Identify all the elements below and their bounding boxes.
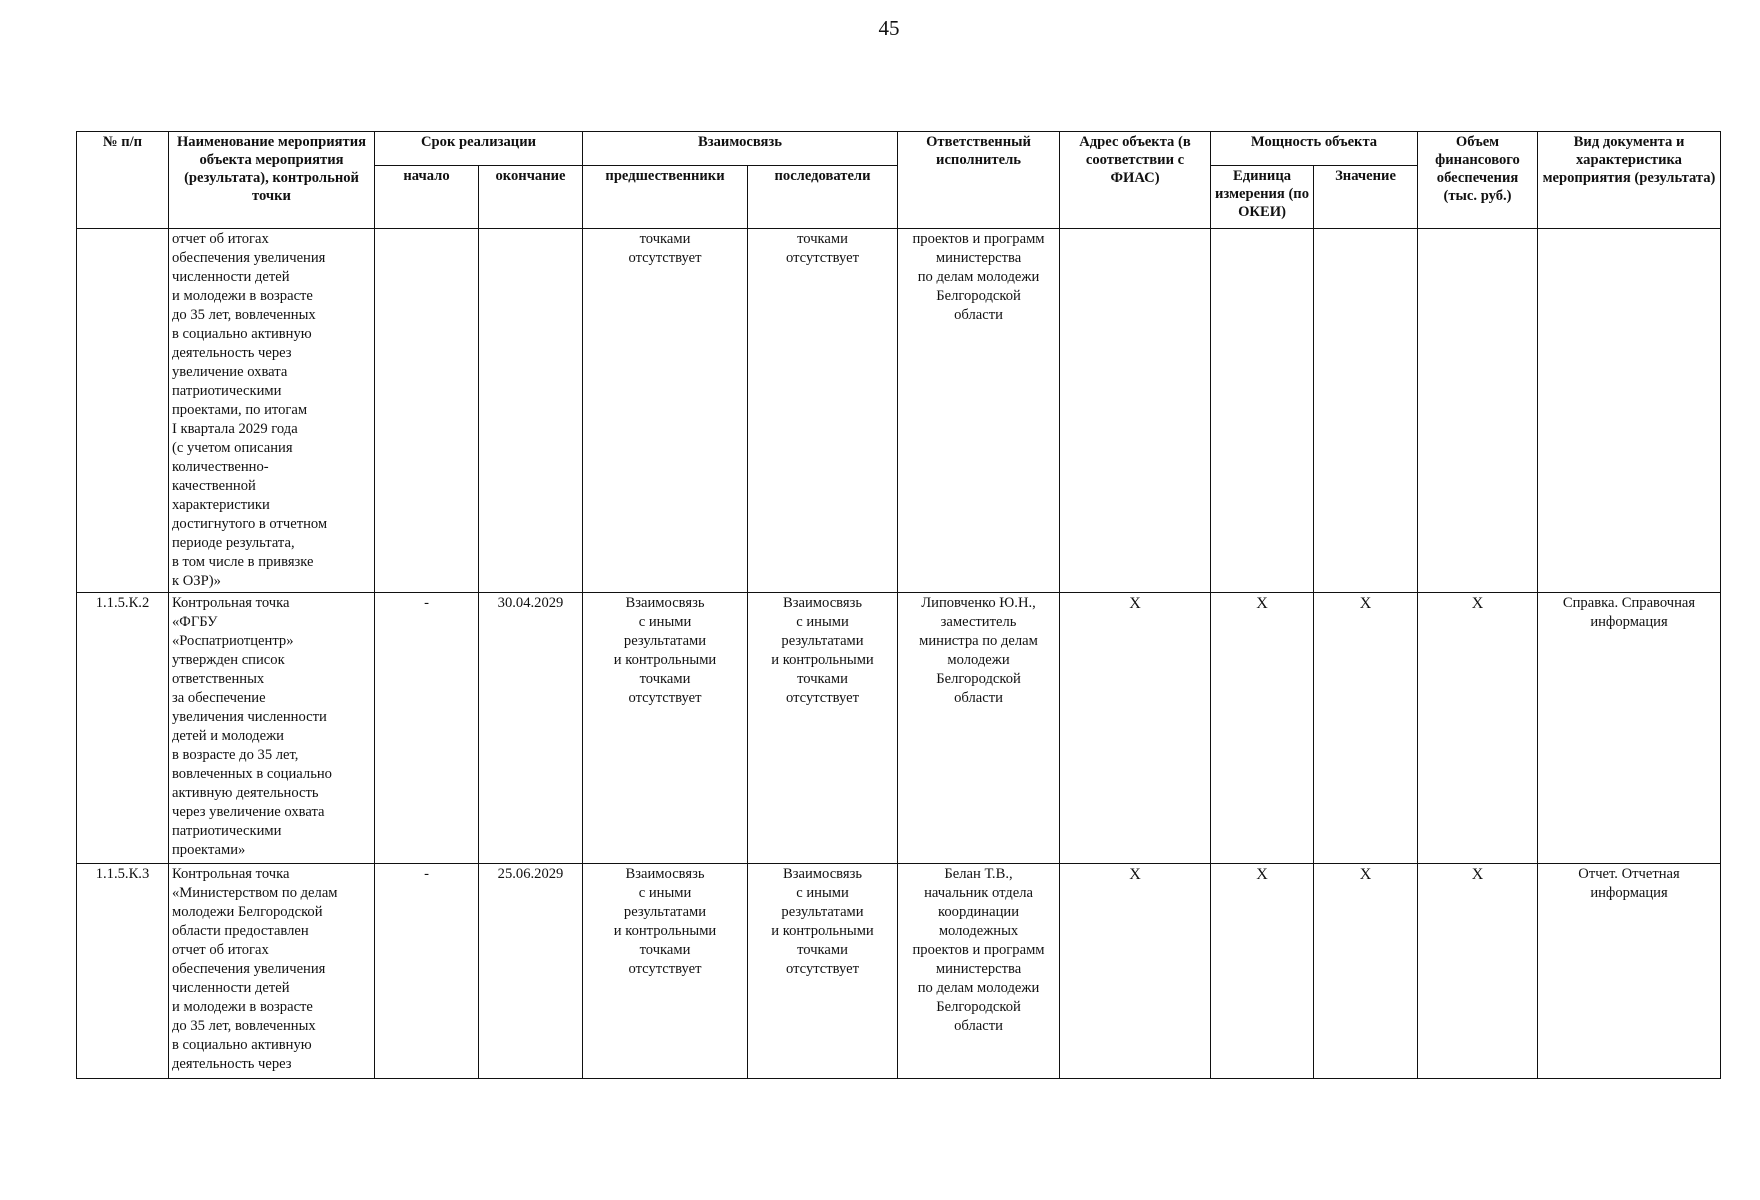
cell-successors: Взаимосвязь с иными результатами и контрольными точками отсутствует <box>748 593 898 864</box>
cell-address: X <box>1060 593 1211 864</box>
header-doc: Вид документа и характеристика мероприятия (результата) <box>1538 132 1721 229</box>
header-address: Адрес объекта (в соответствии с ФИАС) <box>1060 132 1211 229</box>
cell-value: X <box>1314 593 1418 864</box>
cell-finance <box>1418 229 1538 593</box>
cell-address <box>1060 229 1211 593</box>
cell-end: 25.06.2029 <box>479 864 583 1079</box>
cell-value <box>1314 229 1418 593</box>
header-end: окончание <box>479 166 583 229</box>
header-unit: Единица измерения (по ОКЕИ) <box>1211 166 1314 229</box>
header-name: Наименование мероприятия объекта мероприятия (результата), контрольной точки <box>169 132 375 229</box>
events-table <box>76 131 1721 1079</box>
cell-name: отчет об итогах обеспечения увеличения численности детей и молодежи в возрасте до 35 лет, вовлеченных в социально активную деятельность через увеличение охвата патриотическими проектами, по итогам I квартала 2029 года (с учетом описания количественно- качественной характеристики достигнутого в отчетном периоде результата, в том числе в привязке к ОЗР)» <box>169 229 375 593</box>
cell-doc <box>1538 229 1721 593</box>
header-num: № п/п <box>77 132 169 229</box>
header-relation: Взаимосвязь <box>583 132 898 166</box>
cell-start <box>375 229 479 593</box>
cell-num: 1.1.5.К.2 <box>77 593 169 864</box>
cell-responsible: Белан Т.В., начальник отдела координации молодежных проектов и программ министерства по делам молодежи Белгородской области <box>898 864 1060 1079</box>
cell-successors: точками отсутствует <box>748 229 898 593</box>
header-value: Значение <box>1314 166 1418 229</box>
cell-successors: Взаимосвязь с иными результатами и контрольными точками отсутствует <box>748 864 898 1079</box>
cell-start: - <box>375 593 479 864</box>
header-finance: Объем финансового обеспечения (тыс. руб.) <box>1418 132 1538 229</box>
table-row <box>77 864 1721 1079</box>
cell-predecessors: Взаимосвязь с иными результатами и контрольными точками отсутствует <box>583 864 748 1079</box>
cell-responsible: Липовченко Ю.Н., заместитель министра по делам молодежи Белгородской области <box>898 593 1060 864</box>
cell-num <box>77 229 169 593</box>
cell-start: - <box>375 864 479 1079</box>
cell-unit: X <box>1211 593 1314 864</box>
cell-unit: X <box>1211 864 1314 1079</box>
header-successors: последователи <box>748 166 898 229</box>
cell-num: 1.1.5.К.3 <box>77 864 169 1079</box>
cell-doc: Отчет. Отчетная информация <box>1538 864 1721 1079</box>
header-term: Срок реализации <box>375 132 583 166</box>
header-start: начало <box>375 166 479 229</box>
cell-end: 30.04.2029 <box>479 593 583 864</box>
cell-predecessors: Взаимосвязь с иными результатами и контрольными точками отсутствует <box>583 593 748 864</box>
table-header <box>77 132 1721 229</box>
page-number: 45 <box>878 16 900 40</box>
header-capacity: Мощность объекта <box>1211 132 1418 166</box>
cell-unit <box>1211 229 1314 593</box>
header-predecessors: предшественники <box>583 166 748 229</box>
table-row <box>77 593 1721 864</box>
cell-finance: X <box>1418 593 1538 864</box>
header-responsible: Ответственный исполнитель <box>898 132 1060 229</box>
cell-name: Контрольная точка «Министерством по делам молодежи Белгородской области предоставлен отчет об итогах обеспечения увеличения численности детей и молодежи в возрасте до 35 лет, вовлеченных в социально активную деятельность через <box>169 864 375 1079</box>
cell-value: X <box>1314 864 1418 1079</box>
cell-address: X <box>1060 864 1211 1079</box>
cell-doc: Справка. Справочная информация <box>1538 593 1721 864</box>
cell-finance: X <box>1418 864 1538 1079</box>
cell-end <box>479 229 583 593</box>
table-row <box>77 229 1721 593</box>
cell-responsible: проектов и программ министерства по делам молодежи Белгородской области <box>898 229 1060 593</box>
cell-predecessors: точками отсутствует <box>583 229 748 593</box>
cell-name: Контрольная точка «ФГБУ «Роспатриотцентр» утвержден список ответственных за обеспечение увеличения численности детей и молодежи в возрасте до 35 лет, вовлеченных в социально активную деятельность через увеличение охвата патриотическими проектами» <box>169 593 375 864</box>
